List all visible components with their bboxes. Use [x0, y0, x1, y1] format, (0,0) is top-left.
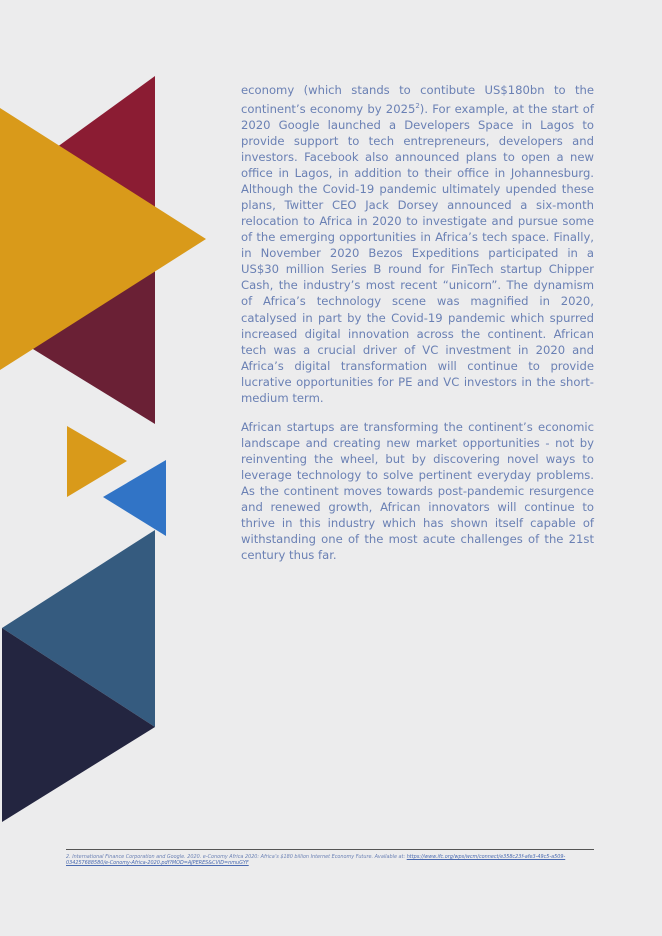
body-paragraph-2: African startups are transforming the continent’s economic landscape and creating new market opportunities - not by reinventing the wheel, but by discovering novel ways to leverage technology to solve pertinent everyday problems. As the continent moves towards post-pandemic resurgence and renewed growth, African innovators will continue to thrive in this industry which has shown itself capable of withstanding one of the most acute challenges of the 21st century thus far.	[241, 420, 594, 563]
small-gold-triangle	[67, 426, 127, 497]
blue-triangle	[103, 460, 166, 536]
footnote-link[interactable]: https://www.ifc.org/wps/wcm/connect/e358c23f-afe3-49c5-a509-034257688580/e-Conomy-Africa-2020.pdf?MOD=AJPERES&CVID=nmuGYF	[66, 854, 566, 867]
body-paragraph-1	[241, 82, 594, 406]
paragraph-1-rest: ). For example, at the start of 2020 Google launched a Developers Space in Lagos to provide support to tech entrepreneurs, developers and investors. Facebook also announced plans to open a new office in Lagos, in addition to their office in Johannesburg. Although the Covid-19 pandemic ultimately upended these plans, Twitter CEO Jack Dorsey announced a six-month relocation to Africa in 2020 to investigate and pursue some of the emerging opportunities in Africa’s tech space. Finally, in November 2020 Bezos Expeditions participated in a US$30 million Series B round for FinTech startup Chipper Cash, the industry’s most recent “unicorn”. The dynamism of Africa’s technology scene was magnified in 2020, catalysed in part by the Covid-19 pandemic which spurred increased digital innovation across the continent. African tech was a crucial driver of VC investment in 2020 and Africa’s digital transformation will continue to provide lucrative opportunities for PE and VC investors in the short-medium term.	[241, 101, 594, 405]
paragraph-1-lead: economy (which stands to contibute US$180bn to the continent’s economy by 2025	[241, 83, 594, 116]
footnote-divider	[66, 849, 594, 850]
footnote-marker: 2	[415, 102, 420, 111]
footnote-text: 2. International Finance Corporation and Google. 2020. e-Conomy Africa 2020: Africa’s $180 billion Internet Economy Future. Available at:	[66, 854, 407, 860]
footnote	[66, 854, 596, 867]
